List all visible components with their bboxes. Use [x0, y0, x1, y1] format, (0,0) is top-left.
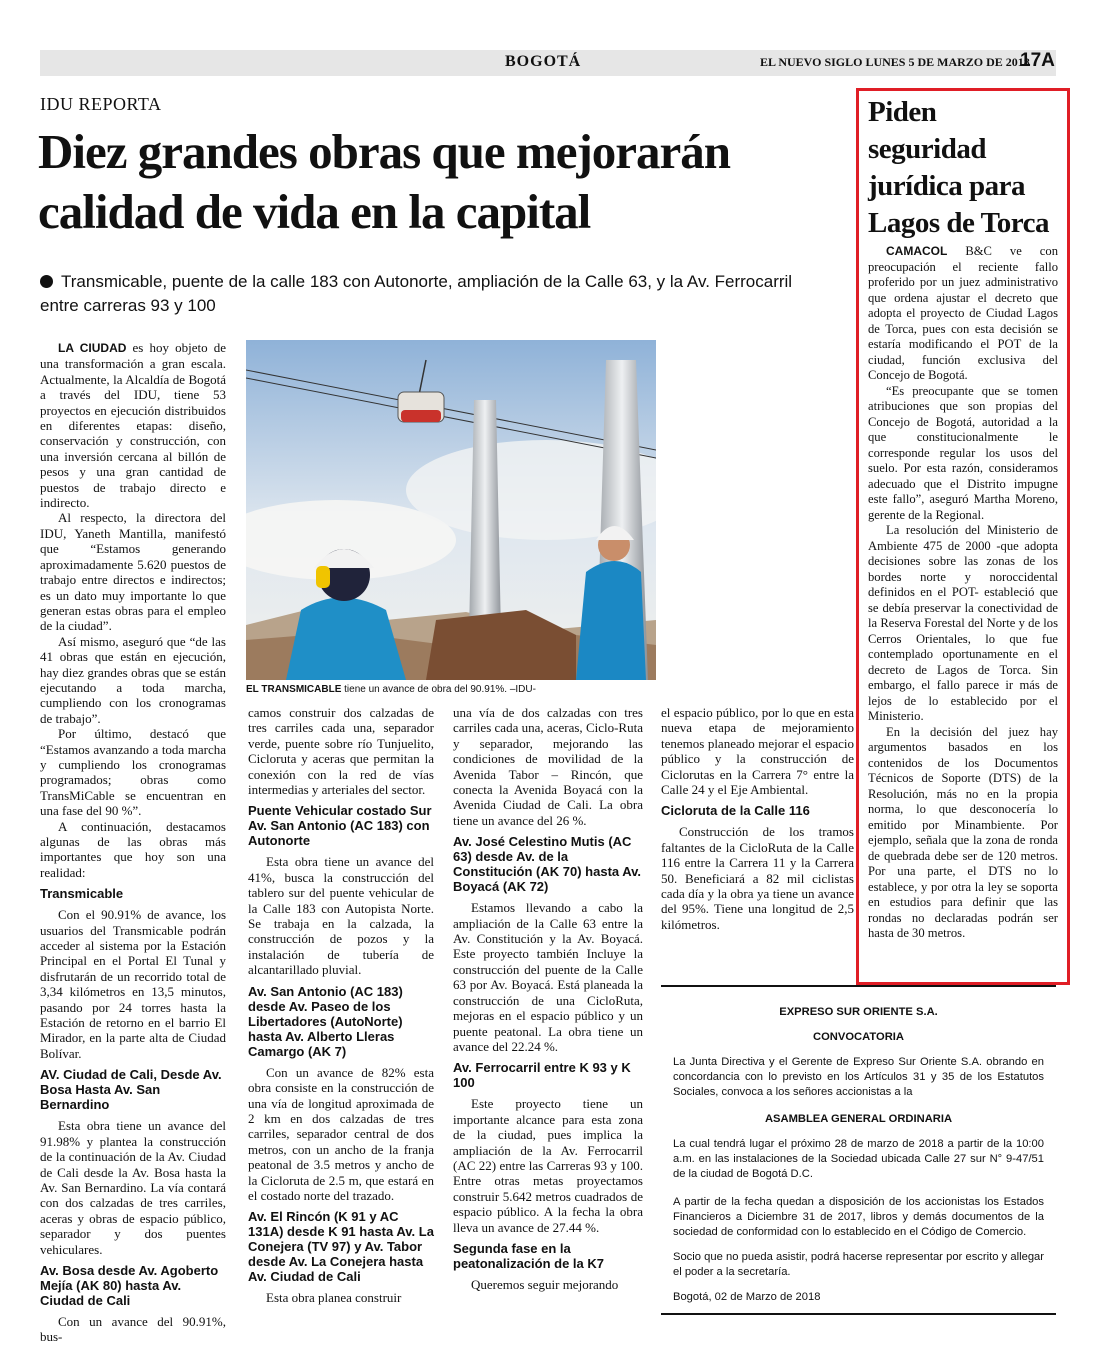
- paragraph: La resolución del Ministerio de Ambiente 475 de 2000 -que adopta decisiones sobre las zonas de los bordes norte y noroccidental definidos en el POT- estableció que se debía preservar la conectividad de la Reserva Forestal del Norte y de los Cerros Orientales, lo que fue contemplado oportunamente en el decreto de Lagos de Torca. Sin embargo, el fallo parece ir más de lejos de lo establecido por el Ministerio.: [868, 523, 1058, 723]
- article-column-2: [248, 705, 434, 1306]
- article-kicker: IDU REPORTA: [40, 94, 162, 114]
- paragraph: Esta obra tiene un avance del 41%, busca la construcción del tablero sur del puente vehicular de la Calle 183 con Autopista Norte. Se trabaja en la calzada, la construcción de pozos y la instalación de tubería de alcantarillado pluvial.: [248, 854, 434, 978]
- publication-date: EL NUEVO SIGLO LUNES 5 DE MARZO DE 2018: [760, 55, 1030, 69]
- notice-paragraph: La Junta Directiva y el Gerente de Expreso Sur Oriente S.A. obrando en concordancia con lo previsto en los Artículos 31 y 35 de los Estatutos Sociales, convoca a los señores accionistas a la: [673, 1056, 1044, 1098]
- subhead: Cicloruta de la Calle 116: [661, 803, 810, 819]
- notice-date: Bogotá, 02 de Marzo de 2018: [673, 1291, 821, 1303]
- notice-assembly: ASAMBLEA GENERAL ORDINARIA: [764, 1113, 953, 1125]
- paragraph: Con un avance de 82% esta obra consiste en la construcción de una vía de longitud aproximada de 2 km en dos calzadas de tres carriles, separador central de dos metros, con un ancho de la franja peatonal de 3.5 metros y ancho de la Cicloruta de 2.5 m, que estará en el costado norte del trazado.: [248, 1064, 434, 1203]
- sidebar-title: Piden seguridad jurídica para Lagos de Torca: [868, 96, 1050, 239]
- transmicable-photo: [246, 340, 656, 680]
- subhead: Av. José Celestino Mutis (AC 63) desde Av. de la Constitución (AK 70) hasta Av. Boyacá (AK 72): [453, 834, 642, 895]
- paragraph: CAMACOL B&C ve con preocupación el reciente fallo proferido por un juez administrativo que ordena ajustar el decreto que adopta el proyecto de Ciudad Lagos de Torca, pues con esta decisión se estaría modificando el POT de la ciudad, función exclusiva del Concejo de Bogotá.: [868, 244, 1058, 382]
- section-name: BOGOTÁ: [505, 53, 582, 70]
- article-column-1: [40, 340, 226, 1345]
- deck-text: Transmicable, puente de la calle 183 con Autonorte, ampliación de la Calle 63, y la Av. Ferrocarril entre carreras 93 y 100: [40, 272, 793, 315]
- paragraph: Así mismo, aseguró que “de las 41 obras que están en ejecución, hay diez grandes obras que se están ejecutando a toda marcha, cumpliendo con los cronogramas de trabajo”.: [40, 633, 226, 726]
- subhead: Av. Bosa desde Av. Agoberto Mejía (AK 80) hasta Av. Ciudad de Cali: [40, 1262, 219, 1308]
- subhead: Av. San Antonio (AC 183) desde Av. Paseo de los Libertadores (AutoNorte) hasta Av. Alberto Lleras Camargo (AK 7): [248, 983, 403, 1059]
- paragraph: una vía de dos calzadas con tres carriles cada una, aceras, Ciclo-Ruta y separador, mejorando las condiciones de movilidad de la Avenida Tabor – Rincón, que conecta la Avenida Boyacá con la Avenida Ciudad de Cali. La obra tiene un avance del 26 %.: [453, 705, 643, 828]
- paragraph: Construcción de los tramos faltantes de la CicloRuta de la Calle 116 entre la Carrera 11 y la Carrera 50. Beneficiará a 82 mil ciclistas cada día y la obra ya tiene un avance del 95%. Tiene una longitud de 2,5 kilómetros.: [661, 824, 854, 932]
- paragraph: Al respecto, la directora del IDU, Yaneth Mantilla, manifestó que “Estamos generando aproximadamente 5.620 puestos de trabajo entre directos e indirectos; es un dato muy importante lo que generan estas obras para el empleo de la ciudad”.: [40, 510, 226, 634]
- paragraph: Esta obra tiene un avance del 91.98% y plantea la construcción de la continuación de la Av. Ciudad de Cali desde la Av. Bosa hasta la Av. San Bernardino. La vía contará con dos calzadas de tres carriles, aceras y obras de espacio público, separador y dos puentes vehiculares.: [40, 1118, 226, 1257]
- article-column-4: [661, 705, 854, 932]
- sidebar-body: [868, 244, 1058, 942]
- photo-caption: EL TRANSMICABLE tiene un avance de obra del 90.91%. –IDU-: [246, 684, 536, 695]
- lead-word: LA CIUDAD: [58, 341, 127, 355]
- notice-paragraph: La cual tendrá lugar el próximo 28 de marzo de 2018 a partir de la 10:00 a.m. en las instalaciones de la Sociedad ubicada Calle 27 sur N° 9-47/51 de la ciudad de Bogotá D.C.: [673, 1138, 1044, 1180]
- article-column-3: [453, 705, 643, 1292]
- paragraph: camos construir dos calzadas de tres carriles cada una, separador verde, puente sobre río Tunjuelito, Cicloruta y aceras que permitan la conexión con la red de vías intermedias y arteriales del sector.: [248, 705, 434, 798]
- subhead: Av. Ferrocarril entre K 93 y K 100: [453, 1060, 631, 1091]
- article-headline: Diez grandes obras que mejorarán calidad de vida en la capital: [38, 124, 731, 239]
- paragraph: Por último, destacó que “Estamos avanzando a toda marcha y cumpliendo los cronogramas programados; obras como TransMiCable se encuentran en una fase del 90 %”.: [40, 726, 226, 819]
- paragraph: “Es preocupante que se tomen atribuciones que son propias del Concejo de Bogotá, autoridad a la que constitucionalmente le corresponde regular los usos del suelo. Por esta razón, consideramos adecuado que el Distrito impugne este fallo”, aseguró Martha Moreno, gerente de la Regional.: [868, 383, 1058, 522]
- notice-paragraph: Socio que no pueda asistir, podrá hacerse representar por escrito y allegar el poder a la secretaría.: [673, 1251, 1044, 1278]
- paragraph: LA CIUDAD es hoy objeto de una transformación a gran escala. Actualmente, la Alcaldía de Bogotá a través del IDU, tiene 53 proyectos en ejecución distribuidos en diferentes etapas: diseño, conservación y construcción, con una inversión cercana al billón de pesos y una gran cantidad de puestos de trabajo directo e indirecto.: [40, 340, 226, 511]
- subhead: Segunda fase en la peatonalización de la K7: [453, 1240, 604, 1271]
- sidebar-lead-word: CAMACOL: [886, 244, 948, 258]
- subhead: Transmicable: [40, 886, 124, 902]
- article-deck: [40, 270, 830, 318]
- paragraph: Queremos seguir mejorando: [471, 1276, 619, 1292]
- notice-paragraph: A partir de la fecha quedan a disposición de los accionistas los Estados Financieros a Diciembre 31 de 2017, libros y demás documentos de la sociedad de conformidad con lo establecido en el Código de Comercio.: [673, 1196, 1044, 1238]
- bullet-icon: [40, 275, 53, 288]
- paragraph: Este proyecto tiene un importante alcance para esta zona de la ciudad, pues implica la ampliación de la Av. Ferrocarril (AC 22) entre las Carreras 93 y 100. Entre otras metas proyectamos construir 5.642 metros cuadrados de espacio público. A la fecha la obra lleva un avance de 27.44 %.: [453, 1096, 643, 1235]
- subhead: AV. Ciudad de Cali, Desde Av. Bosa Hasta Av. San Bernardino: [40, 1067, 222, 1113]
- paragraph: Con un avance del 90.91%, bus-: [40, 1313, 226, 1345]
- subhead: Puente Vehicular costado Sur Av. San Antonio (AC 183) con Autonorte: [248, 803, 432, 849]
- notice-company: EXPRESO SUR ORIENTE S.A.: [779, 1006, 938, 1018]
- paragraph: Estamos llevando a cabo la ampliación de la Calle 63 entre la Av. Constitución y la Av. Boyacá. Este proyecto también Incluye la construcción del puente de la Calle 63 por Av. Boyacá. Está planeada la construcción de una CicloRuta, mejoras en el espacio público y un puente peatonal. La obra tiene un avance del 22.24 %.: [453, 900, 643, 1054]
- paragraph: A continuación, destacamos algunas de las obras más importantes que hoy son una realidad:: [40, 818, 226, 880]
- page-number: 17A: [1020, 50, 1055, 71]
- subhead: Av. El Rincón (K 91 y AC 131A) desde K 91 hasta Av. La Conejera (TV 97) y Av. Tabor desde Av. La Conejera hasta Av. Ciudad de Cali: [248, 1209, 434, 1285]
- paragraph: el espacio público, por lo que en esta nueva etapa de mejoramiento tenemos planeado mejorar el espacio público y la construcción de Ciclorutas en la Carrera 7° entre la Calle 24 y el Eje Ambiental.: [661, 705, 854, 798]
- paragraph: Con el 90.91% de avance, los usuarios del Transmicable podrán acceder al sistema por la Estación Principal en el Portal El Tunal y disfrutarán de un recorrido total de 3,34 kilómetros en 13,5 minutos, pasando por 24 torres hasta la Estación de retorno en el barrio El Mirador, en la parte alta de Ciudad Bolívar.: [40, 907, 226, 1061]
- paragraph: En la decisión del juez hay argumentos basados en los contenidos de los Documentos Técnicos de Soporte (DTS) de la Resolución, más no en la propia norma, lo que desconocería lo emitido por Minambiente. Por ejemplo, señala que la zona de ronda de quebrada debe ser de 120 metros. Por una parte, el DTS no lo establece, y por otra la ley se soporta en estudios para definir que las rondas no declaradas podrán ser hasta de 30 metros.: [868, 724, 1058, 940]
- notice-title: CONVOCATORIA: [813, 1031, 904, 1043]
- classified-notice: [661, 985, 1056, 1315]
- paragraph: Esta obra planea construir: [266, 1290, 402, 1306]
